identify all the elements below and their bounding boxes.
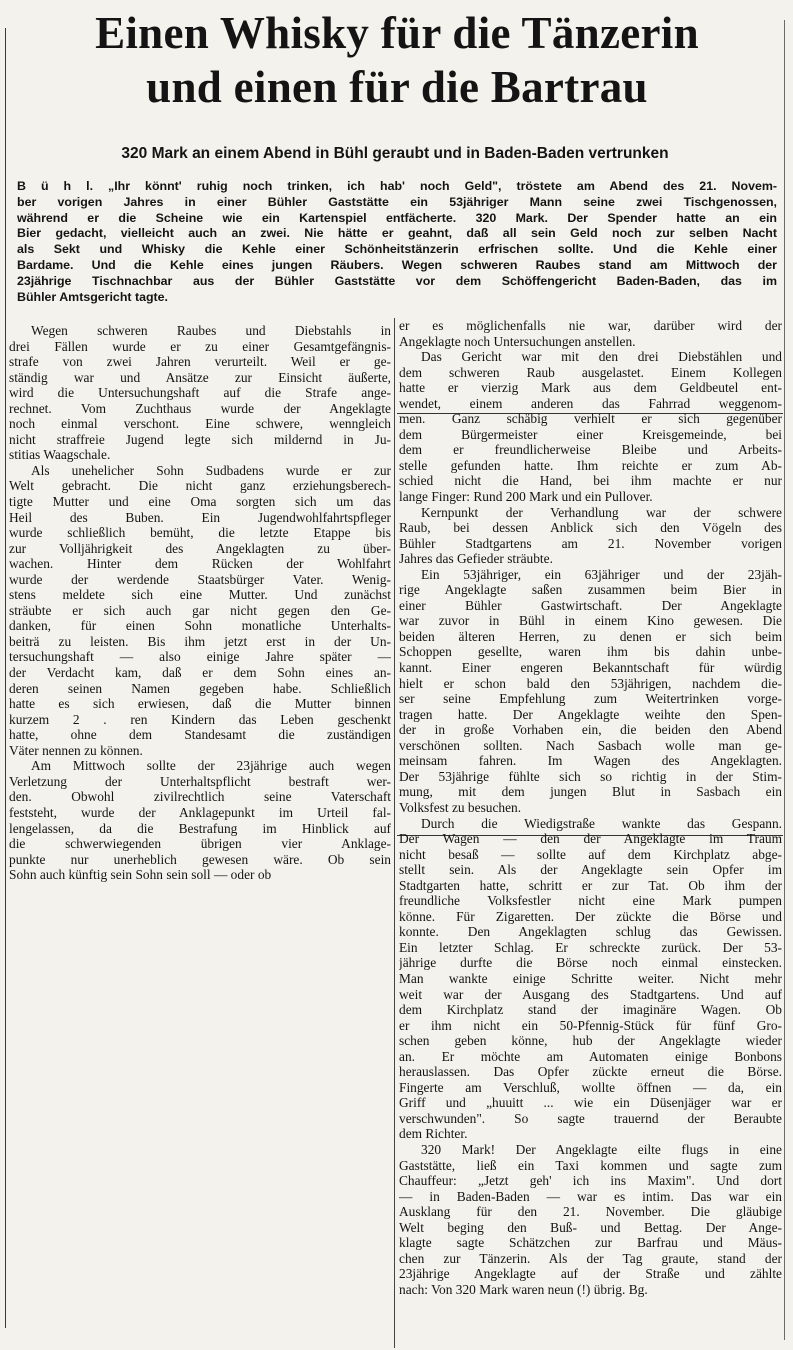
column-line: freundliche Volksfestler nicht eine Mark pumpen [399,893,782,909]
column-line: Der Wagen — den der Angeklagte im Traum [399,831,782,847]
column-line: jährige durfte die Börse noch einmal einstecken. [399,955,782,971]
article-column-left [9,323,391,883]
column-line: rechnet. Vom Zuchthaus wurde der Angeklagte [9,400,391,416]
column-line: dem Richter. [399,1126,468,1142]
column-line: Angeklagte noch Untersuchungen anstellen. [399,333,636,349]
column-line: sträubte er sich auch gar nicht gegen den Ge- [9,602,391,618]
column-line: Durch die Wiedigstraße wankte das Gespann. [421,815,782,831]
column-line: hielt er schon bald den 53jährigen, nachdem die- [399,675,782,691]
column-line: 320 Mark! Der Angeklagte eilte flugs in eine [421,1141,782,1157]
column-line: wurde der werdende Staatsbürger Vater. Wenig- [9,571,391,587]
column-line: klagte sagte Schätzchen zur Barfrau und Mäus- [399,1235,782,1251]
column-line: war zuvor in Bühl in einem Kino gewesen. Die [399,613,782,629]
column-line: wird die Untersuchungshaft auf die Strafe ange- [9,385,391,401]
column-line: rige Angeklagte saßen zusammen beim Bier in [399,582,782,598]
column-line: Kernpunkt der Verhandlung war der schwere [421,504,782,520]
column-line: dem Kirchplatz stand der imaginäre Wagen. Ob [399,1002,782,1018]
headline-line: Einen Whisky für die Tänzerin [95,8,699,58]
column-line: drei Fällen wurde er zu einer Gesamtgefängnis- [9,338,391,354]
column-line: hatte es sich erwiesen, daß die Mutter binnen [9,696,391,712]
column-line: Stadtgarten hatte, schritt er zur Tat. Ob ihm der [399,877,782,893]
column-line: chen zur Tänzerin. Als der Tag graute, stand der [399,1250,782,1266]
column-line: schied nicht die Hand, bei ihm machte er nur [399,473,782,489]
lead-line: Bardame. Und die Kehle eines jungen Räubers. Wegen schweren Raubes stand am Mittwoch der [17,257,777,272]
column-line: ständig war und Ansätze zur Einsicht äußerte, [9,369,391,385]
column-line: schen geben könne, hub der Angeklagte wieder [399,1033,782,1049]
column-line: mung, mit dem jungen Blut in Sasbach ein [399,784,782,800]
column-divider [394,318,395,1348]
column-line: könne. Für Zigaretten. Der zückte die Börse und [399,908,782,924]
column-line: Gaststätte, ließ ein Taxi kommen und sagte zum [399,1157,782,1173]
column-line: verschwunden". So sagte trauernd der Beraubte [399,1110,782,1126]
column-line: er es möglichenfalls nie war, darüber wird der [399,318,782,333]
column-line: deren seinen Namen gegeben habe. Schließlich [9,680,391,696]
column-line: nicht besaß — sollte auf dem Kirchplatz abge- [399,846,782,862]
column-line: einer Bühler Gastwirtschaft. Der Angeklagte [399,597,782,613]
column-line: kannt. Einer engeren Bekanntschaft für würdig [399,660,782,676]
left-border-rule [5,28,6,1328]
article-column-right [399,318,782,1297]
column-line: hatte er vierzig Mark aus dem Geldbeutel ent- [399,380,782,396]
lead-line: 23jährige Tischnachbar aus der Bühler Gaststätte vor dem Schöffengericht Baden-Baden, das im [17,273,777,288]
column-line: Ausklang für den 21. November. Die gläubige [399,1204,782,1220]
lead-paragraph [17,179,777,305]
right-border-rule [784,20,785,1340]
column-line: Griff und „huuitt ... wie ein Düsenjäger war er [399,1095,782,1111]
column-line: der Verdacht kam, daß er dem Sohn eines an- [9,665,391,681]
column-line: wachen. Hinter dem Rücken der Wohlfahrt [9,556,391,572]
column-line: dem Bürgermeister einer Kreisgemeinde, bei [399,426,782,442]
column-line: weit war der Ausgang des Stadtgartens. Und auf [399,986,782,1002]
column-line: Als unehelicher Sohn Sudbadens wurde er zur [31,462,391,478]
column-line: konnte. Den Angeklagten schlug das Gewissen. [399,924,782,940]
column-line: lange Finger: Rund 200 Mark und ein Pullover. [399,489,653,505]
column-line: er ihm nicht ein 50-Pfennig-Stück für fünf Gro- [399,1017,782,1033]
column-line: strafe von zwei Jahren verurteilt. Weil er ge- [9,354,391,370]
column-line: der in große Vorhaben ein, die beiden den Abend [399,722,782,738]
column-line: Raub, bei dessen Anblick sich den Vögeln des [399,520,782,536]
column-line: den. Obwohl zivilrechtlich seine Vaterschaft [9,789,391,805]
column-line: Jahres das Gefieder sträubte. [399,551,553,567]
subheadline: 320 Mark an einem Abend in Bühl geraubt und in Baden-Baden vertrunken [121,145,669,162]
column-line: Volksfest zu besuchen. [399,799,522,815]
column-line: tersuchungshaft — also einige Jahre später — [9,649,391,665]
column-line: nicht straffreie Jugend legte sich mildernd in Ju- [9,431,391,447]
column-line: Am Mittwoch sollte der 23jährige auch wegen [31,758,391,774]
lead-line: Bühler Amtsgericht tagte. [17,289,169,304]
column-line: stellt sein. Als der Angeklagte sein Opfer im [399,862,782,878]
column-line: Verletzung der Unterhaltspflicht bestraft wer- [9,773,391,789]
lead-line: während er die Scheine wie ein Kartenspiel entfächerte. 320 Mark. Der Spender hatte an ein [17,210,777,225]
column-line: Chauffeur: „Jetzt geh' ich ins Maxim". Und dort [399,1173,782,1189]
column-line: Fingerte am Verschluß, wollte öffnen — da, ein [399,1079,782,1095]
column-line: danken, für einen Sohn monatliche Unterhalts- [9,618,391,634]
column-line: Väter nennen zu können. [9,742,143,758]
column-line: noch einmal verschont. Eine schwere, wenngleich [9,416,391,432]
column-line: beiden älteren Herren, zu denen er sich beim [399,628,782,644]
column-line: Sohn auch künftig sein Sohn sein soll — oder ob [9,867,272,883]
lead-line: Bier gedacht, vielleicht auch an zwei. Nie hätte er geahnt, daß all sein Geld noch zur selben Nacht [17,226,777,241]
column-line: hatte, ohne dem Standesamt die zuständigen [9,727,391,743]
column-line: — in Baden-Baden — war es intim. Das war ein [399,1188,782,1204]
column-line: stelle gefunden hatte. Ihm reichte er zum Ab- [399,457,782,473]
column-line: verschönen sollten. Nach Sasbach wolle man ge- [399,737,782,753]
column-line: die schwerwiegenden übrigen vier Anklage- [9,836,391,852]
column-line: stitias Waagschale. [9,447,111,463]
lead-line: B ü h l. „Ihr könnt' ruhig noch trinken, ich hab' noch Geld", tröstete am Abend des 21. Novem- [17,179,777,193]
column-line: punkte nur unerheblich gewesen wäre. Ob sein [9,851,391,867]
column-line: Welt beging den Buß- und Bettag. Der Ange- [399,1219,782,1235]
column-line: dem er freundlicherweise Bleibe und Arbeits- [399,442,782,458]
column-line: Ein 53jähriger, ein 63jähriger und der 23jäh- [421,566,782,582]
column-line: Welt gebracht. Die nicht ganz erziehungsberech- [9,478,391,494]
column-line: men. Ganz schäbig verhielt er sich gegenüber [399,411,782,427]
column-line: Ein letzter Schlag. Er schreckte zurück. Der 53- [399,939,782,955]
column-line: wendet, einem anderen das Fahrrad weggenom- [399,395,782,411]
headline-line: und einen für die Bartrau [146,62,648,112]
column-line: Bühler Stadtgartens am 21. November vorigen [399,535,782,551]
headline [8,6,786,114]
column-line: lengelassen, da die Bestrafung im Hinblick auf [9,820,391,836]
column-line: wurde schließlich bemüht, die letzte Etappe bis [9,525,391,541]
column-line: Das Gericht war mit den drei Diebstählen und [421,349,782,365]
column-line: 23jährige Angeklagte auf der Straße und zählte [399,1266,782,1282]
column-line: dem schweren Raub ausgelastet. Einem Kollegen [399,364,782,380]
column-line: kurzem 2 . ren Kindern das Leben geschenkt [9,711,391,727]
column-line: ser seine Empfehlung zum Weitertrinken vorge- [399,691,782,707]
column-line: an. Er möchte am Automaten einige Bonbons [399,1048,782,1064]
lead-line: ber vorigen Jahres in einer Bühler Gaststätte ein 53jähriger Mann seine zwei Tischgenossen, [17,194,777,209]
column-line: feststeht, wurde der Anklagepunkt im Urteil fal- [9,804,391,820]
column-line: meinsam fahren. Im Wagen des Angeklagten. [399,753,782,769]
column-line: herauslassen. Das Opfer zückte erneut die Börse. [399,1064,782,1080]
column-line: Der 53jährige fühlte sich so richtig in der Stim- [399,768,782,784]
column-line: stens meldete sich eine Mutter. Und zunächst [9,587,391,603]
column-line: nach: Von 320 Mark waren neun (!) übrig. Bg. [399,1281,648,1297]
column-line: Heil des Buben. Ein Jugendwohlfahrtspfleger [9,509,391,525]
column-line: zur Volljährigkeit des Angeklagten zu über- [9,540,391,556]
column-line: Wegen schweren Raubes und Diebstahls in [31,323,391,338]
lead-line: als Sekt und Whisky die Kehle einer Schönheitstänzerin erfrischen sollte. Und die Kehle einer [17,242,777,257]
column-line: tragen hatte. Der Angeklagte weihte den Spen- [399,706,782,722]
column-line: Man wankte einige Schritte weiter. Nicht mehr [399,970,782,986]
column-line: Schoppen gesellte, waren ihm bis dahin unbe- [399,644,782,660]
column-line: tigte Mutter und eine Oma sorgten sich um das [9,494,391,510]
column-line: beiträ zu leisten. Bis ihm jetzt erst in der Un- [9,633,391,649]
